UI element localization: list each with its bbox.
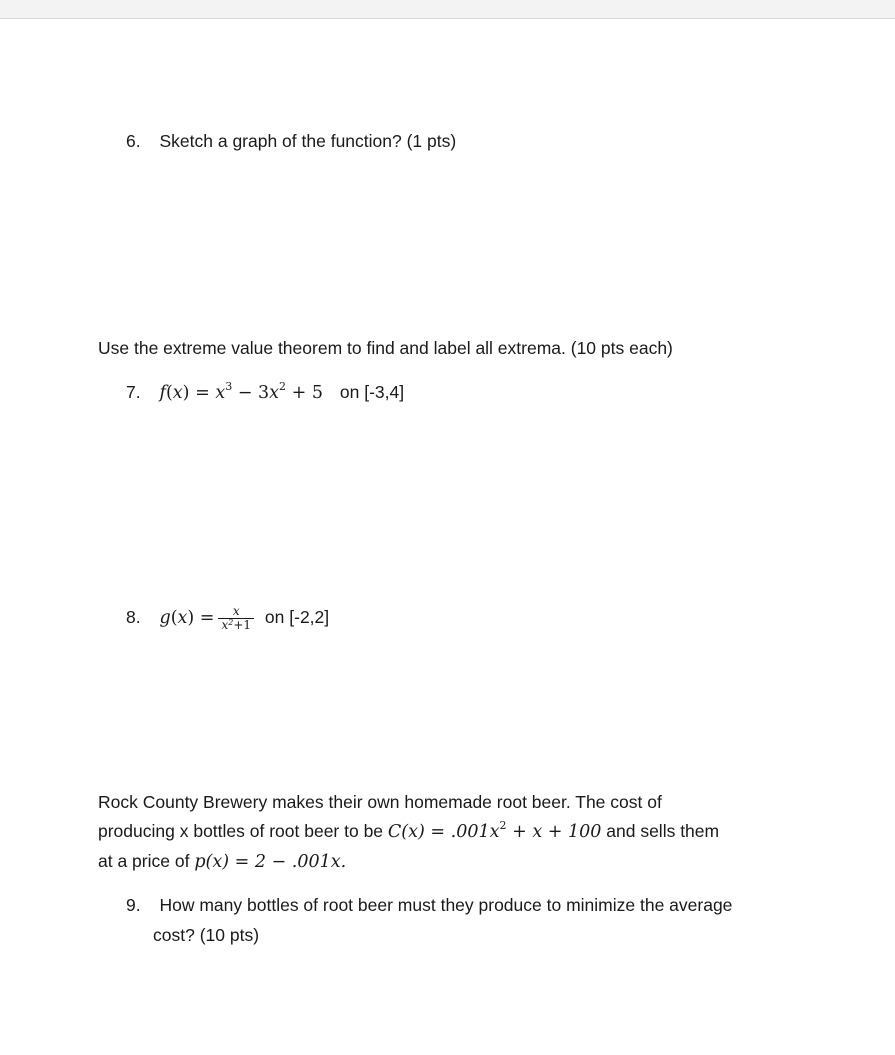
word-problem-line-3: at a price of p(x) = 2 − .001x.	[98, 851, 347, 872]
function-name: g	[159, 608, 171, 629]
price-function: p(x) = 2 − .001x.	[194, 852, 347, 872]
numerator: x	[232, 604, 240, 618]
function-expression: $f(x) = x^3 - 3x^2 + 5$	[159, 380, 324, 403]
question-number: 8.	[126, 607, 141, 628]
function-name: f	[159, 383, 166, 403]
interval: on [-3,4]	[339, 382, 405, 402]
denominator: $x^2+1$	[218, 618, 254, 632]
top-toolbar-band	[0, 0, 895, 19]
cost-function: $C(x) = .001x^2 + x + 100$	[387, 819, 602, 842]
function-expression: g(x) =	[159, 608, 215, 629]
section-instructions: Use the extreme value theorem to find and label all extrema. (10 pts each)	[98, 338, 673, 358]
question-number: 6.	[126, 131, 141, 151]
word-problem-line-1: Rock County Brewery makes their own homemade root beer. The cost of	[98, 792, 662, 812]
document-page	[0, 19, 895, 1055]
question-text: Sketch a graph of the function? (1 pts)	[159, 131, 457, 151]
fraction	[218, 605, 254, 632]
question-text-line-1: How many bottles of root beer must they produce to minimize the average	[159, 895, 733, 915]
word-problem-line-2: producing x bottles of root beer to be $C(x) = .001x^2 + x + 100$ and sells them	[98, 819, 720, 842]
interval: on [-2,2]	[264, 607, 330, 628]
question-7	[126, 381, 404, 404]
question-9	[126, 894, 732, 916]
question-6	[126, 130, 456, 152]
question-9-line-2: cost? (10 pts)	[153, 925, 260, 945]
question-number: 7.	[126, 382, 141, 402]
question-8	[126, 605, 329, 632]
question-number: 9.	[126, 895, 141, 915]
